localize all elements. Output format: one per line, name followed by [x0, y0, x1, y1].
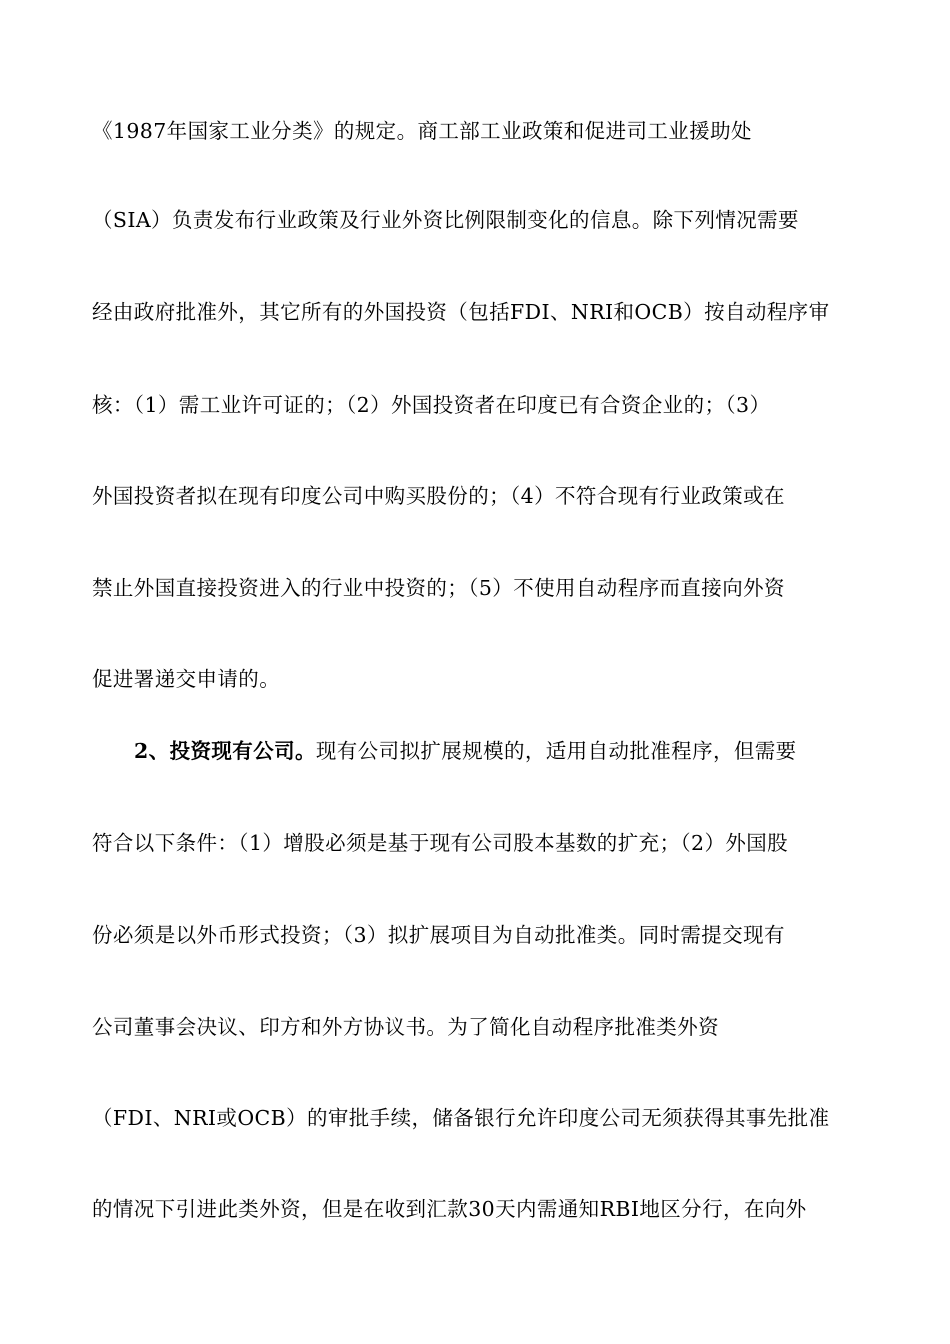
paragraph-line-1: 《1987年国家工业分类》的规定。商工部工业政策和促进司工业援助处	[92, 119, 752, 143]
section-2-line-5: （FDI、NRI或OCB）的审批手续，储备银行允许印度公司无须获得其事先批准	[92, 1106, 830, 1130]
paragraph-line-4: 核：（1）需工业许可证的；（2）外国投资者在印度已有合资企业的；（3）	[92, 393, 771, 417]
paragraph-line-2: （SIA）负责发布行业政策及行业外资比例限制变化的信息。除下列情况需要	[92, 208, 799, 232]
paragraph-line-6: 禁止外国直接投资进入的行业中投资的；（5）不使用自动程序而直接向外资	[92, 576, 785, 600]
section-2-first-line	[134, 737, 862, 765]
section-2-line-3: 份必须是以外币形式投资；（3）拟扩展项目为自动批准类。同时需提交现有	[92, 923, 785, 947]
section-2-line-2: 符合以下条件：（1）增股必须是基于现有公司股本基数的扩充；（2）外国股	[92, 831, 789, 855]
paragraph-line-7: 促进署递交申请的。	[92, 667, 281, 691]
section-2-line-4: 公司董事会决议、印方和外方协议书。为了简化自动程序批准类外资	[92, 1015, 719, 1039]
section-2-line-6: 的情况下引进此类外资，但是在收到汇款30天内需通知RBI地区分行，在向外	[92, 1197, 807, 1221]
paragraph-line-3: 经由政府批准外，其它所有的外国投资（包括FDI、NRI和OCB）按自动程序审	[92, 300, 830, 324]
paragraph-line-5: 外国投资者拟在现有印度公司中购买股份的；（4）不符合现有行业政策或在	[92, 484, 785, 508]
section-2-first-line-text: 现有公司拟扩展规模的，适用自动批准程序，但需要	[315, 739, 797, 763]
section-2-heading: 2、投资现有公司。	[134, 739, 316, 763]
